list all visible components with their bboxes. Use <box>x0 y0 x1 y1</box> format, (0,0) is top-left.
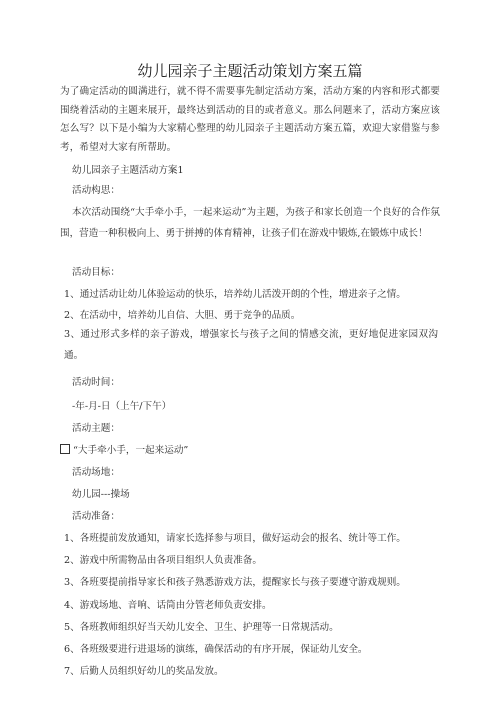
prep-item: 6、各班级要进行进退场的演练，确保活动的有序开展，保证幼儿安全。 <box>64 644 368 655</box>
section-heading: 幼儿园亲子主题活动方案1 <box>72 165 184 176</box>
place-value: 幼儿园---操场 <box>72 489 130 500</box>
goal-item: 3、通过形式多样的亲子游戏，增强家长与孩子之间的情感交流，更好地促进家园双沟通。 <box>64 329 438 361</box>
place-label: 活动场地： <box>72 467 120 478</box>
prep-item: 5、各班教师组织好当天幼儿安全、卫生、护理等一日常规活动。 <box>64 622 339 633</box>
time-value: -年-月-日（上午/下午） <box>72 401 172 412</box>
theme-value: “大手牵小手，一起来运动” <box>73 445 189 456</box>
concept-label: 活动构思： <box>72 185 120 196</box>
goal-item: 1、通过活动让幼儿体验运动的快乐，培养幼儿活泼开朗的个性，增进亲子之情。 <box>64 289 406 300</box>
prep-item: 3、各班要提前指导家长和孩子熟悉游戏方法，提醒家长与孩子要遵守游戏规则。 <box>64 577 406 588</box>
prep-item: 2、游戏中所需物品由各项目组织人负责准备。 <box>64 555 262 566</box>
goal-item: 2、在活动中，培养幼儿自信、大胆、勇于竞争的品质。 <box>64 310 301 321</box>
checkbox-icon <box>60 444 70 454</box>
prep-label: 活动准备： <box>72 511 120 522</box>
theme-line <box>60 444 188 458</box>
prep-item: 4、游戏场地、音响、话筒由分管老师负责安排。 <box>64 600 272 611</box>
prep-item: 1、各班提前发放通知，请家长选择参与项目，做好运动会的报名、统计等工作。 <box>64 533 406 544</box>
prep-item: 7、后勤人员组织好幼儿的奖品发放。 <box>64 666 224 677</box>
goals-label: 活动目标： <box>72 267 120 278</box>
time-label: 活动时间： <box>72 377 120 388</box>
intro-paragraph: 为了确定活动的圆满进行，就不得不需要事先制定活动方案，活动方案的内容和形式都要围绕着活动的主题来展开，最终达到活动的目的或者意义。那么问题来了，活动方案应该怎么写？以下是小编为大家精心整理的幼儿园亲子主题活动方案五篇，欢迎大家借鉴与参考，希望对大家有所帮助。 <box>60 86 440 153</box>
concept-paragraph: 本次活动围绕“大手牵小手，一起来运动”为主题，为孩子和家长创造一个良好的合作氛围，营造一种积极向上、勇于拼搏的体育精神，让孩子们在游戏中锻炼,在锻炼中成长！ <box>60 207 440 239</box>
theme-label: 活动主题： <box>72 423 120 434</box>
document-title: 幼儿园亲子主题活动策划方案五篇 <box>137 62 363 80</box>
